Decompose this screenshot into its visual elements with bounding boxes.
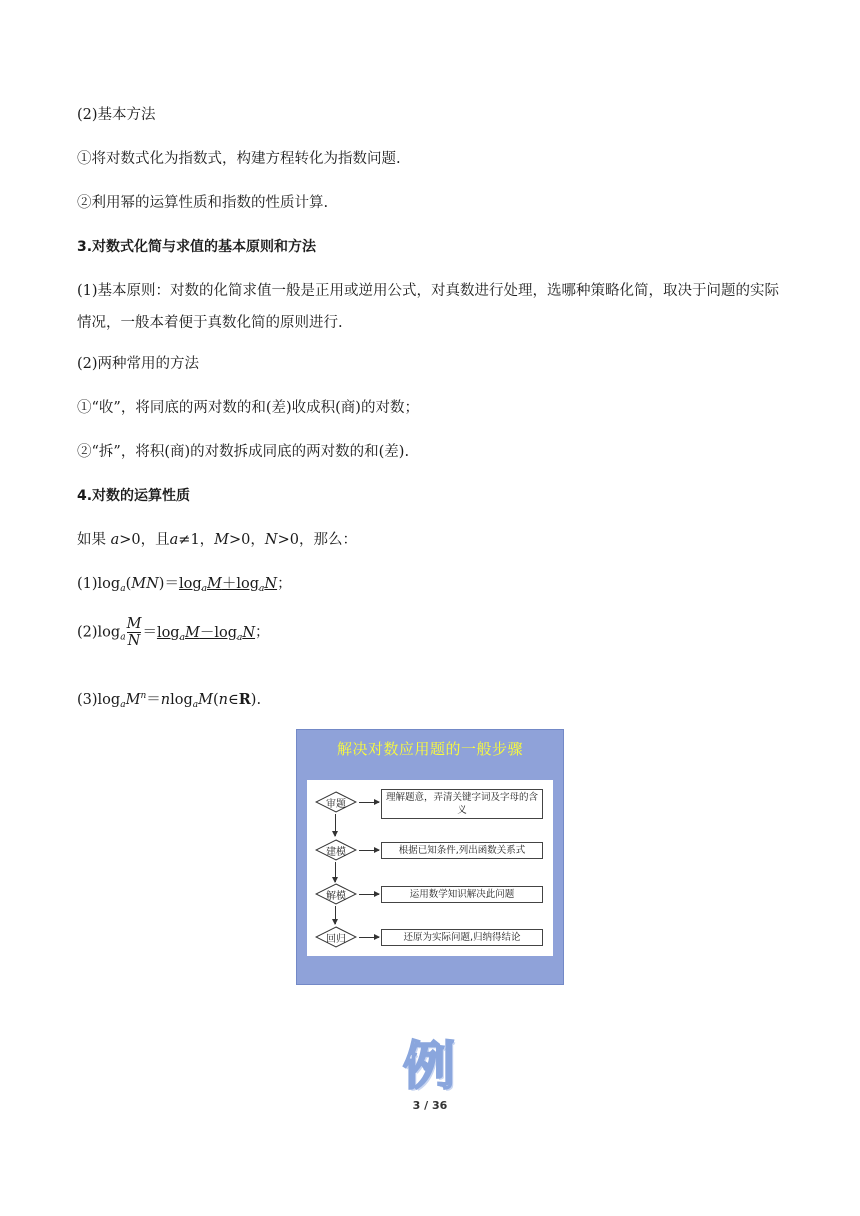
section-4-title: 4.对数的运算性质 [77,488,191,504]
step-diamond-2 [315,839,357,861]
arrow-h-1 [359,802,379,803]
flowchart-figure [296,729,564,985]
step-diamond-1 [315,791,357,813]
two-methods-heading: (2)两种常用的方法 [77,356,200,372]
section-3-title: 3.对数式化简与求值的基本原则和方法 [77,239,317,255]
premise-ne1: ≠1， [178,532,215,548]
var-a-2: a [169,532,179,548]
step-diamond-3 [315,883,357,905]
shou-method: ①“收”，将同底的两对数的和(差)收成积(商)的对数； [77,400,419,416]
formula-1: $(1)\log_a(MN)=\log_aM+\log_aN$； [77,576,292,594]
step-box-2: 根据已知条件,列出函数关系式 [381,842,543,859]
step-label-3: 解模 [326,891,346,902]
page-number: 3 / 36 [412,1099,448,1112]
premise-end: >0，那么： [277,532,357,548]
step-box-1: 理解题意，弄清关键字词及字母的含义 [381,789,543,819]
premise-gt0-a: >0，且 [119,532,170,548]
method-2: ②利用幂的运算性质和指数的性质计算. [77,195,329,211]
formula-3: $(3)\log_aM^n=nlog_aM(n\in R)$. [77,691,262,710]
flowchart-title: 解决对数应用题的一般步骤 [336,740,523,758]
step-label-2: 建模 [326,847,346,858]
principle-paragraph: (1)基本原则：对数的化简求值一般是正用或逆用公式，对真数进行处理，选哪种策略化简，取决于问题的实际情况，一般本着便于真数化简的原则进行. [77,283,780,331]
arrow-h-2 [359,850,379,851]
premise-prefix: 如果 [77,532,106,548]
arrow-v-1 [335,814,336,836]
var-a: a [110,532,120,548]
basic-method-heading: (2)基本方法 [77,107,156,123]
premise [77,531,357,549]
var-N: N [264,532,278,548]
arrow-v-3 [335,906,336,924]
var-M: M [214,532,230,548]
step-box-4: 还原为实际问题,归纳得结论 [381,929,543,946]
chai-method: ②“拆”，将积(商)的对数拆成同底的两对数的和(差). [77,444,410,460]
arrow-v-2 [335,862,336,882]
arrow-h-3 [359,894,379,895]
method-1: ①将对数式化为指数式，构建方程转化为指数问题. [77,151,401,167]
arrow-h-4 [359,937,379,938]
step-label-4: 回归 [326,934,346,945]
step-box-3: 运用数学知识解决此问题 [381,886,543,903]
formula-2: $(2)\log_a$ $\frac{M}{N}$ $=\log_aM-\log_aN$； [77,616,270,649]
step-diamond-4 [315,926,357,948]
fraction-M-over-N: $\frac{M}{N}$ [126,616,142,649]
premise-gt0-M: >0， [229,532,265,548]
example-decorative-char: 例 [403,1037,456,1097]
flowchart-panel [307,780,553,956]
step-label-1: 审题 [326,799,346,810]
